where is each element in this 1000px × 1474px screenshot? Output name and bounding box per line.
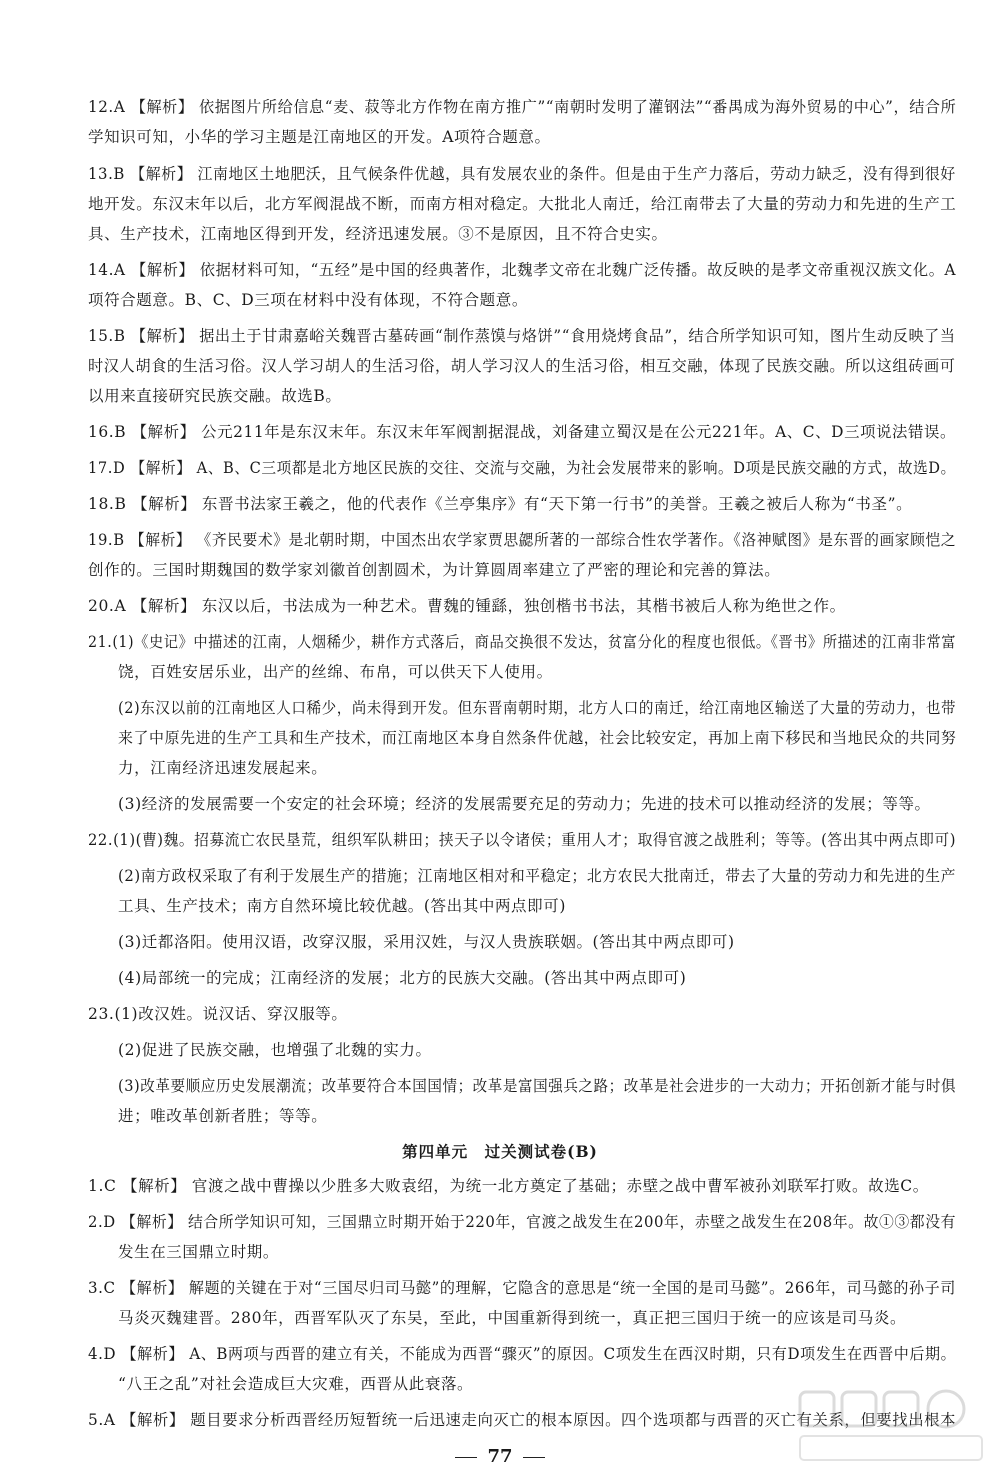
page-number: 77 <box>487 1446 513 1467</box>
text-line: 14.A 【解析】 依据材料可知，“五经”是中国的经典著作，北魏孝文帝在北魏广泛传播。故反映的是孝文帝重视汉族文化。A <box>88 261 957 279</box>
dash-left <box>455 1457 477 1458</box>
text-line: 1.C 【解析】 官渡之战中曹操以少胜多大败袁绍，为统一北方奠定了基础；赤壁之战中曹军被孙刘联军打败。故选C。 <box>88 1177 929 1195</box>
text-line: 饶，百姓安居乐业，出产的丝绵、布帛，可以供天下人使用。 <box>118 663 553 681</box>
text-line: (3)改革要顺应历史发展潮流；改革要符合本国国情；改革是富国强兵之路；改革是社会进步的一大动力；开拓创新才能与时俱 <box>118 1077 957 1095</box>
text-line: 发生在三国鼎立时期。 <box>118 1243 280 1261</box>
text-line: 5.A 【解析】 题目要求分析西晋经历短暂统一后迅速走向灭亡的根本原因。四个选项都与西晋的灭亡有关系，但要找出根本 <box>88 1411 957 1429</box>
text-line: 15.B 【解析】 据出土于甘肃嘉峪关魏晋古墓砖画“制作蒸馍与烙饼”“食用烧烤食品”，结合所学知识可知，图片生动反映了当 <box>88 327 956 345</box>
text-line: 13.B 【解析】 江南地区土地肥沃，且气候条件优越，具有发展农业的条件。但是由于生产力落后，劳动力缺乏，没有得到很好 <box>88 165 956 183</box>
text-line: 18.B 【解析】 东晋书法家王羲之，他的代表作《兰亭集序》有“天下第一行书”的美誉。王羲之被后人称为“书圣”。 <box>88 495 913 513</box>
text-line: (2)南方政权采取了有利于发展生产的措施；江南地区相对和平稳定；北方农民大批南迁，带去了大量的劳动力和先进的生产 <box>118 867 957 885</box>
text-line: 工具、生产技术；南方自然环境比较优越。(答出其中两点即可) <box>118 897 566 915</box>
text-line: 具、生产技术，江南地区得到开发，经济迅速发展。③不是原因，且不符合史实。 <box>88 225 668 243</box>
text-line: (3)迁都洛阳。使用汉语，改穿汉服，采用汉姓，与汉人贵族联姻。(答出其中两点即可) <box>118 933 735 951</box>
watermark-logo <box>796 1386 986 1466</box>
text-line: 进；唯改革创新者胜；等等。 <box>118 1107 328 1125</box>
text-line: 项符合题意。B、C、D三项在材料中没有体现，不符合题意。 <box>88 291 528 309</box>
text-line: 19.B 【解析】 《齐民要术》是北朝时期，中国杰出农学家贾思勰所著的一部综合性农学著作。《洛神赋图》是东晋的画家顾恺之 <box>88 531 957 549</box>
text-line: 20.A 【解析】 东汉以后，书法成为一种艺术。曹魏的锺繇，独创楷书书法，其楷书被后人称为绝世之作。 <box>88 597 846 615</box>
text-line: 时汉人胡食的生活习俗。汉人学习胡人的生活习俗，胡人学习汉人的生活习俗，相互交融，体现了民族交融。所以这组砖画可 <box>88 357 956 375</box>
text-line: 4.D 【解析】 A、B两项与西晋的建立有关，不能成为西晋“骤灭”的原因。C项发生在西汉时期，只有D项发生在西晋中后期。 <box>88 1345 957 1363</box>
text-line: 23.(1)改汉姓。说汉话、穿汉服等。 <box>88 1005 348 1023</box>
dash-right <box>523 1457 545 1458</box>
text-line: 12.A 【解析】 依据图片所给信息“麦、菽等北方作物在南方推广”“南朝时发明了灌钢法”“番禺成为海外贸易的中心”，结合所 <box>88 98 957 116</box>
text-line: 21.(1)《史记》中描述的江南，人烟稀少，耕作方式落后，商品交换很不发达，贫富分化的程度也很低。《晋书》所描述的江南非常富 <box>88 633 957 651</box>
section-heading: 第四单元 过关测试卷(B) <box>402 1142 598 1161</box>
text-line: 来了中原先进的生产工具和生产技术，而江南地区本身自然条件优越，社会比较安定，再加上南下移民和当地民众的共同努 <box>118 729 957 747</box>
text-line: (3)经济的发展需要一个安定的社会环境；经济的发展需要充足的劳动力；先进的技术可以推动经济的发展；等等。 <box>118 795 931 813</box>
text-line: 马炎灭魏建晋。280年，西晋军队灭了东吴，至此，中国重新得到统一，真正把三国归于统一的应该是司马炎。 <box>118 1309 907 1327</box>
text-line: 地开发。东汉末年以后，北方军阀混战不断，而南方相对稳定。大批北人南迁，给江南带去了大量的劳动力和先进的生产工 <box>88 195 957 213</box>
text-line: 22.(1)(曹)魏。招募流亡农民垦荒，组织军队耕田；挟天子以令诸侯；重用人才；取得官渡之战胜利；等等。(答出其中两点即可) <box>88 831 957 849</box>
text-line: 创作的。三国时期魏国的数学家刘徽首创割圆术，为计算圆周率建立了严密的理论和完善的算法。 <box>88 561 781 579</box>
text-line: 2.D 【解析】 结合所学知识可知，三国鼎立时期开始于220年，官渡之战发生在200年，赤壁之战发生在208年。故①③都没有 <box>88 1213 957 1231</box>
text-line: “八王之乱”对社会造成巨大灾难，西晋从此衰落。 <box>118 1375 474 1393</box>
text-line: 学知识可知，小华的学习主题是江南地区的开发。A项符合题意。 <box>88 128 551 146</box>
text-line: 3.C 【解析】 解题的关键在于对“三国尽归司马懿”的理解，它隐含的意思是“统一全国的是司马懿”。266年，司马懿的孙子司 <box>88 1279 956 1297</box>
text-line: 16.B 【解析】 公元211年是东汉末年。东汉末年军阀割据混战，刘备建立蜀汉是在公元221年。A、C、D三项说法错误。 <box>88 423 957 441</box>
text-line: 17.D 【解析】 A、B、C三项都是北方地区民族的交往、交流与交融，为社会发展带来的影响。D项是民族交融的方式，故选D。 <box>88 459 956 477</box>
text-line: (4)局部统一的完成；江南经济的发展；北方的民族大交融。(答出其中两点即可) <box>118 969 687 987</box>
text-line: (2)东汉以前的江南地区人口稀少，尚未得到开发。但东晋南朝时期，北方人口的南迁，给江南地区输送了大量的劳动力，也带 <box>118 699 957 717</box>
text-line: 以用来直接研究民族交融。故选B。 <box>88 387 342 405</box>
text-line: (2)促进了民族交融，也增强了北魏的实力。 <box>118 1041 432 1059</box>
text-line: 力，江南经济迅速发展起来。 <box>118 759 328 777</box>
